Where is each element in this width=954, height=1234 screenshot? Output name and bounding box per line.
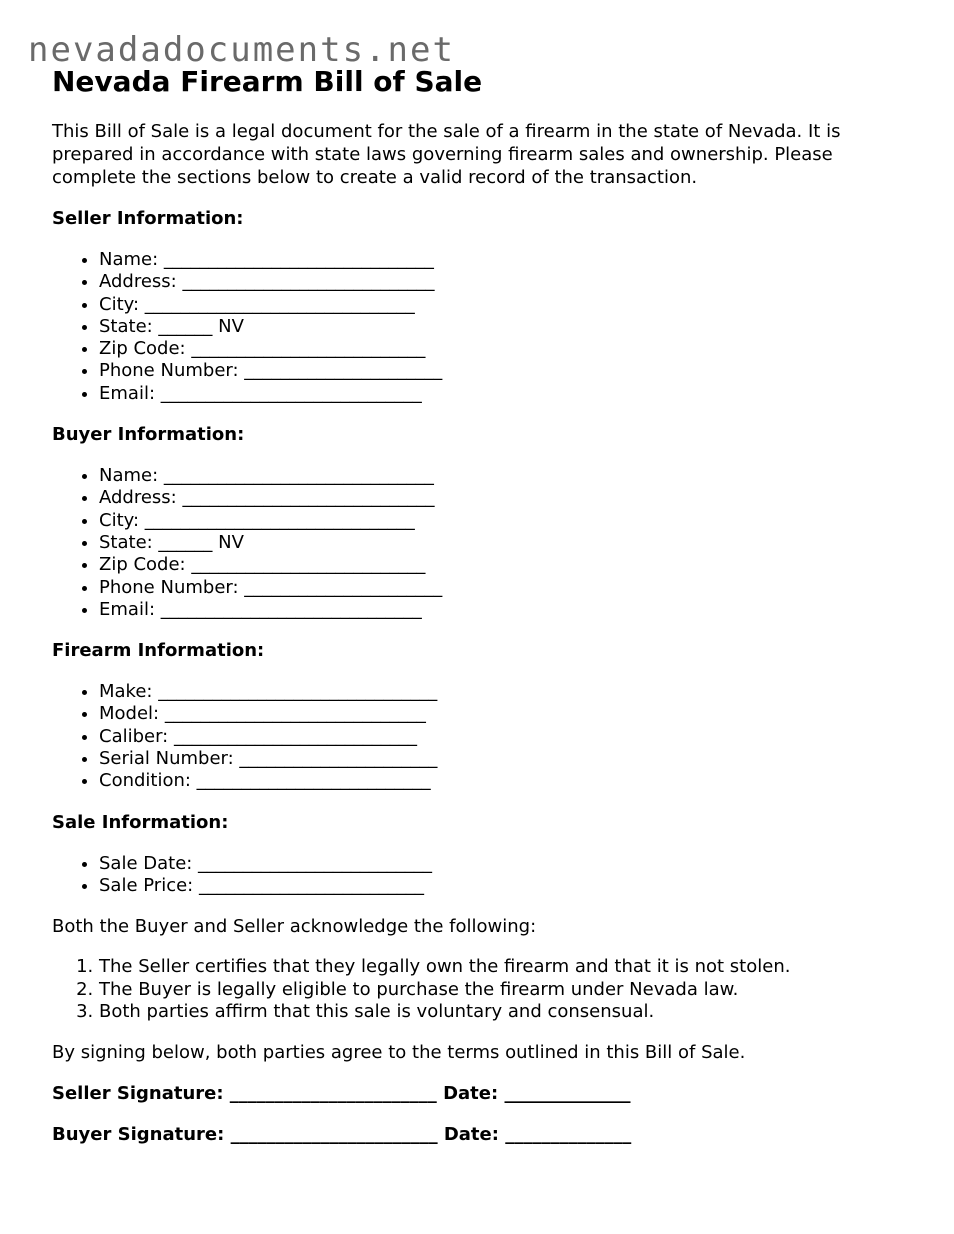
seller-phone-field[interactable]: • Phone Number: ______________________ (99, 360, 912, 382)
document (52, 64, 912, 1146)
seller-zip-field[interactable]: • Zip Code: __________________________ (99, 338, 912, 360)
buyer-signature-line[interactable]: Buyer Signature: _______________________ Date: ______________ (52, 1124, 632, 1146)
firearm-make-field[interactable]: • Make: _______________________________ (99, 681, 912, 703)
buyer-email-field[interactable]: • Email: _____________________________ (99, 599, 912, 621)
firearm-fields (52, 681, 912, 792)
seller-name-field[interactable]: • Name: ______________________________ (99, 249, 912, 271)
sale-heading: Sale Information: (52, 811, 229, 833)
firearm-condition-field[interactable]: • Condition: __________________________ (99, 770, 912, 792)
agreement-text: By signing below, both parties agree to the terms outlined in this Bill of Sale. (52, 1042, 746, 1064)
buyer-heading: Buyer Information: (52, 424, 245, 446)
buyer-state-field[interactable]: • State: ______ NV (99, 532, 912, 554)
acknowledgement-item: 1. The Seller certifies that they legally own the firearm and that it is not stolen. (99, 956, 912, 978)
buyer-zip-field[interactable]: • Zip Code: __________________________ (99, 554, 912, 576)
intro-paragraph: This Bill of Sale is a legal document for the sale of a firearm in the state of Nevada. It is prepared in accordance with state laws governing firearm sales and ownership. Please complete the sections below to create a valid record of the transaction. (52, 121, 841, 188)
seller-fields (52, 249, 912, 405)
page-title: Nevada Firearm Bill of Sale (52, 65, 483, 98)
seller-signature-line[interactable]: Seller Signature: _______________________ Date: ______________ (52, 1083, 631, 1105)
seller-state-field[interactable]: • State: ______ NV (99, 316, 912, 338)
sale-date-field[interactable]: • Sale Date: __________________________ (99, 853, 912, 875)
firearm-model-field[interactable]: • Model: _____________________________ (99, 703, 912, 725)
buyer-address-field[interactable]: • Address: ____________________________ (99, 487, 912, 509)
acknowledgement-item: 2. The Buyer is legally eligible to purchase the firearm under Nevada law. (99, 979, 912, 1001)
acknowledgement-list (52, 956, 912, 1023)
seller-email-field[interactable]: • Email: _____________________________ (99, 383, 912, 405)
buyer-fields (52, 465, 912, 621)
site-watermark: nevadadocuments.net (28, 30, 455, 70)
firearm-heading: Firearm Information: (52, 640, 265, 662)
seller-city-field[interactable]: • City: ______________________________ (99, 294, 912, 316)
acknowledgement-item: 3. Both parties affirm that this sale is voluntary and consensual. (99, 1001, 912, 1023)
buyer-name-field[interactable]: • Name: ______________________________ (99, 465, 912, 487)
buyer-city-field[interactable]: • City: ______________________________ (99, 510, 912, 532)
sale-fields (52, 853, 912, 898)
acknowledge-intro: Both the Buyer and Seller acknowledge the following: (52, 916, 537, 938)
buyer-phone-field[interactable]: • Phone Number: ______________________ (99, 577, 912, 599)
seller-heading: Seller Information: (52, 208, 244, 229)
sale-price-field[interactable]: • Sale Price: _________________________ (99, 875, 912, 897)
firearm-caliber-field[interactable]: • Caliber: ___________________________ (99, 726, 912, 748)
seller-address-field[interactable]: • Address: ____________________________ (99, 271, 912, 293)
firearm-serial-field[interactable]: • Serial Number: ______________________ (99, 748, 912, 770)
